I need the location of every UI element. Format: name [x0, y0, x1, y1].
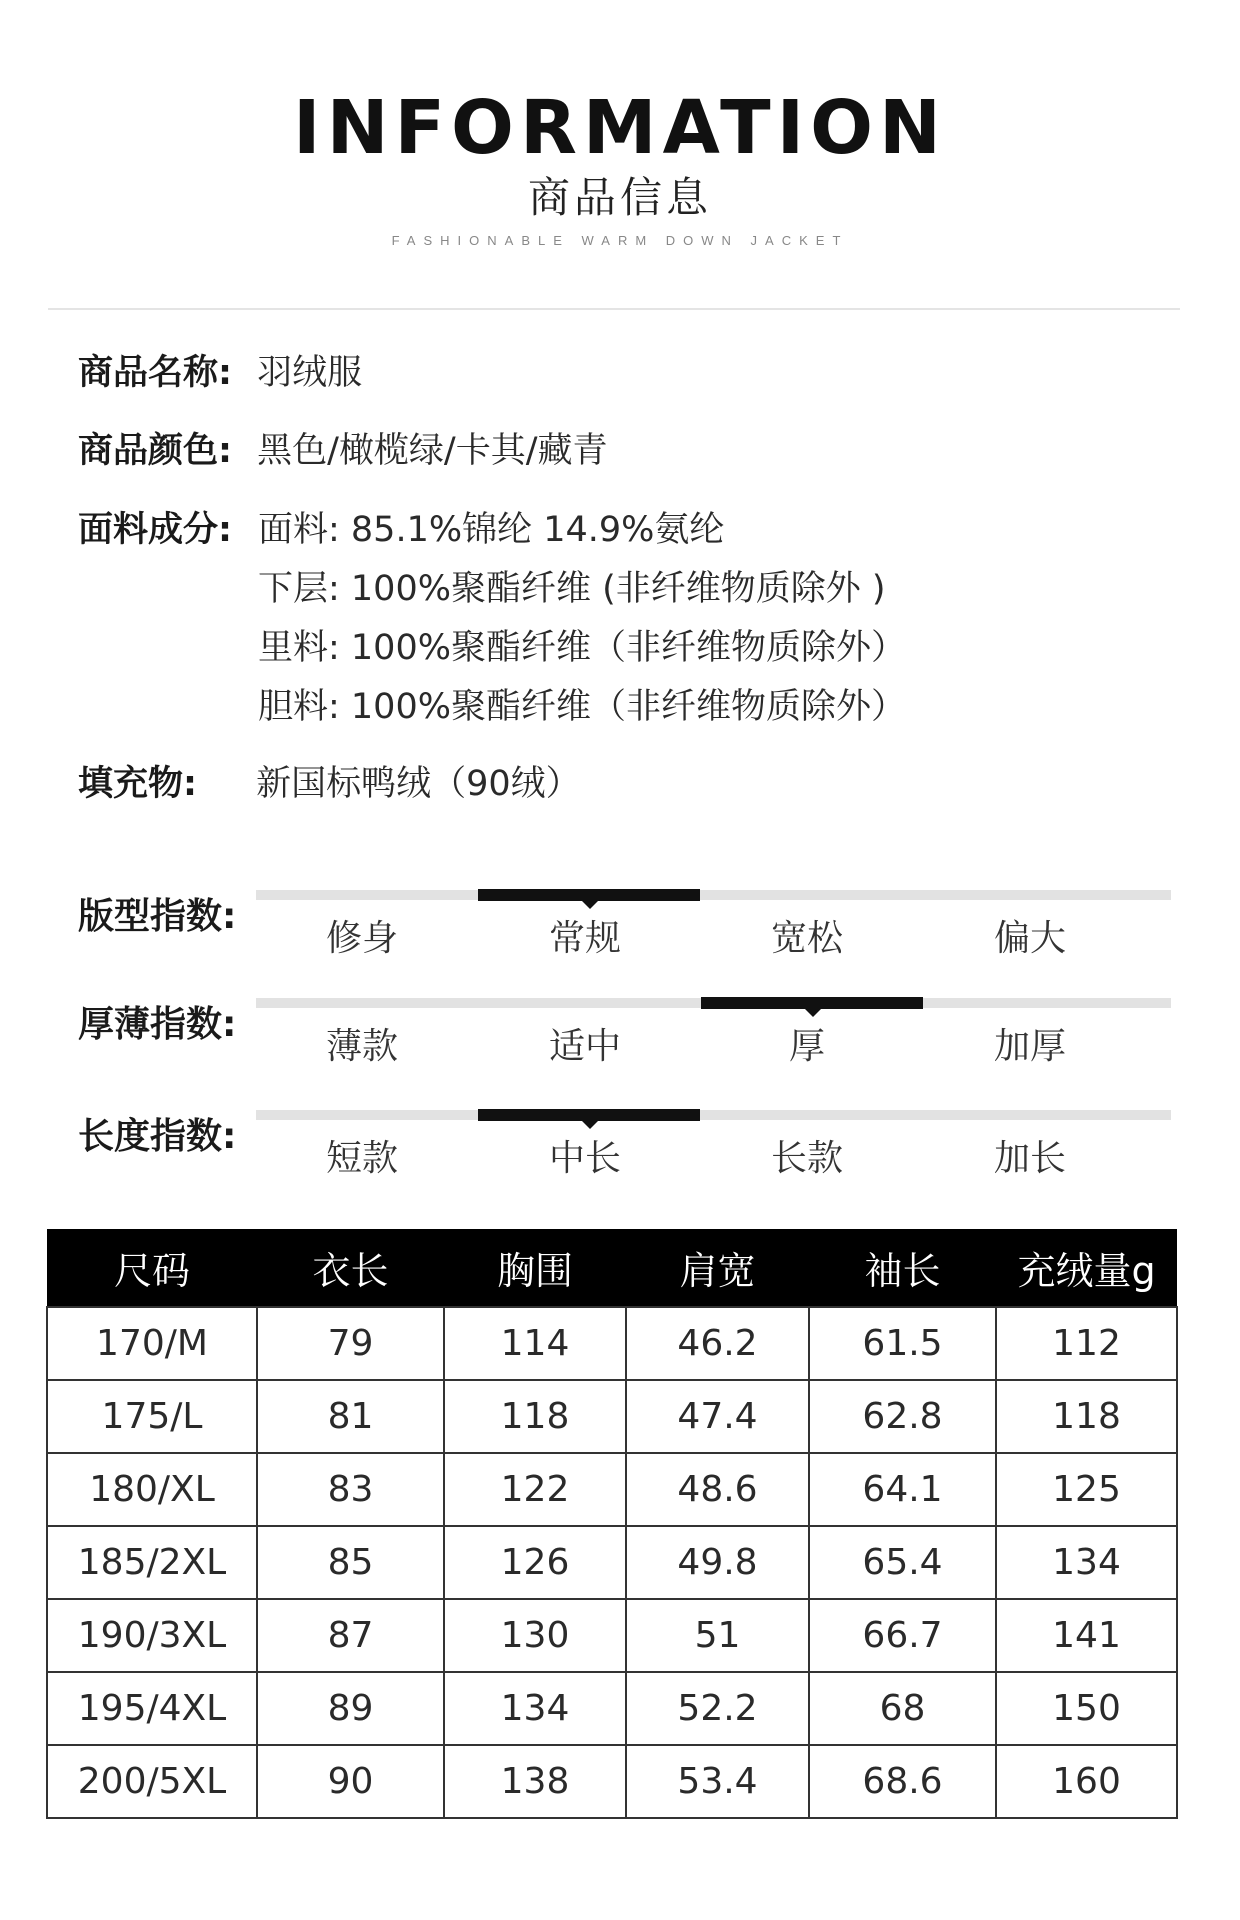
info-row-color: [78, 423, 608, 473]
size-table-header: [47, 1229, 1177, 1307]
header-cell: 袖长: [809, 1229, 996, 1307]
table-cell: 180/XL: [47, 1453, 257, 1526]
header-cell: 充绒量g: [996, 1229, 1177, 1307]
title-chinese: 商品信息: [527, 173, 712, 222]
table-cell: 195/4XL: [47, 1672, 257, 1745]
composition-line: 胆料: 100%聚酯纤维（非纤维物质除外）: [258, 687, 906, 727]
thickness-index-notch: [805, 1009, 821, 1017]
table-row: [47, 1526, 1177, 1599]
table-cell: 51: [626, 1599, 809, 1672]
length-option: 短款: [325, 1138, 398, 1179]
length-index-track: [256, 1110, 1171, 1120]
title-subtitle: FASHIONABLE WARM DOWN JACKET: [391, 233, 849, 248]
table-row: [47, 1453, 1177, 1526]
table-cell: 170/M: [47, 1307, 257, 1380]
table-row: [47, 1745, 1177, 1818]
table-cell: 53.4: [626, 1745, 809, 1818]
table-cell: 79: [257, 1307, 444, 1380]
table-cell: 81: [257, 1380, 444, 1453]
length-index-label: 长度指数:: [78, 1116, 237, 1157]
table-cell: 160: [996, 1745, 1177, 1818]
table-cell: 85: [257, 1526, 444, 1599]
table-cell: 66.7: [809, 1599, 996, 1672]
table-cell: 175/L: [47, 1380, 257, 1453]
table-cell: 90: [257, 1745, 444, 1818]
table-cell: 150: [996, 1672, 1177, 1745]
title-english: INFORMATION: [293, 85, 947, 171]
fit-index: [0, 880, 1240, 980]
thickness-index: [0, 988, 1240, 1088]
thickness-option: 厚: [788, 1026, 825, 1067]
table-cell: 64.1: [809, 1453, 996, 1526]
table-cell: 89: [257, 1672, 444, 1745]
length-option: 加长: [993, 1138, 1066, 1179]
fit-option: 常规: [548, 918, 621, 959]
table-cell: 125: [996, 1453, 1177, 1526]
table-cell: 134: [996, 1526, 1177, 1599]
table-cell: 87: [257, 1599, 444, 1672]
header-cell: 尺码: [47, 1229, 257, 1307]
table-cell: 68: [809, 1672, 996, 1745]
table-cell: 68.6: [809, 1745, 996, 1818]
thickness-option: 适中: [548, 1026, 621, 1067]
composition-line: 面料: 85.1%锦纶 14.9%氨纶: [258, 510, 725, 550]
table-cell: 126: [444, 1526, 626, 1599]
table-cell: 112: [996, 1307, 1177, 1380]
composition-line: 里料: 100%聚酯纤维（非纤维物质除外）: [258, 628, 906, 668]
length-index-notch: [582, 1121, 598, 1129]
composition-label: 面料成分:: [78, 510, 232, 550]
header-cell: 胸围: [444, 1229, 626, 1307]
size-table: [46, 1229, 1178, 1819]
header-cell: 衣长: [257, 1229, 444, 1307]
table-cell: 48.6: [626, 1453, 809, 1526]
length-index-marker: [478, 1109, 700, 1121]
table-row: [47, 1380, 1177, 1453]
fit-index-track: [256, 890, 1171, 900]
thickness-option: 薄款: [325, 1026, 398, 1067]
header-divider: [48, 308, 1180, 310]
header-cell: 肩宽: [626, 1229, 809, 1307]
fit-option: 偏大: [993, 918, 1066, 959]
composition-line: 下层: 100%聚酯纤维 (非纤维物质除外 ): [258, 569, 886, 609]
table-cell: 52.2: [626, 1672, 809, 1745]
fit-index-label: 版型指数:: [78, 896, 237, 937]
fit-index-marker: [478, 889, 700, 901]
fit-option: 修身: [325, 918, 398, 959]
table-cell: 65.4: [809, 1526, 996, 1599]
table-row: [47, 1307, 1177, 1380]
thickness-index-label: 厚薄指数:: [78, 1004, 237, 1045]
table-cell: 134: [444, 1672, 626, 1745]
table-row: [47, 1672, 1177, 1745]
table-cell: 83: [257, 1453, 444, 1526]
fit-option: 宽松: [770, 918, 843, 959]
filling-value: 新国标鸭绒（90绒）: [256, 764, 581, 804]
table-cell: 118: [444, 1380, 626, 1453]
table-cell: 190/3XL: [47, 1599, 257, 1672]
fit-index-notch: [582, 901, 598, 909]
table-cell: 114: [444, 1307, 626, 1380]
table-cell: 141: [996, 1599, 1177, 1672]
table-cell: 200/5XL: [47, 1745, 257, 1818]
table-cell: 62.8: [809, 1380, 996, 1453]
table-cell: 185/2XL: [47, 1526, 257, 1599]
table-cell: 46.2: [626, 1307, 809, 1380]
table-cell: 130: [444, 1599, 626, 1672]
color-label: 商品颜色:: [78, 431, 232, 471]
info-row-composition: [78, 502, 232, 552]
thickness-index-marker: [701, 997, 923, 1009]
info-row-filling: [78, 756, 581, 806]
length-index: [0, 1100, 1240, 1200]
table-row: [47, 1599, 1177, 1672]
thickness-option: 加厚: [993, 1026, 1066, 1067]
table-cell: 138: [444, 1745, 626, 1818]
table-cell: 122: [444, 1453, 626, 1526]
table-cell: 49.8: [626, 1526, 809, 1599]
name-value: 羽绒服: [257, 353, 363, 393]
length-option: 长款: [770, 1138, 843, 1179]
filling-label: 填充物:: [78, 764, 197, 804]
info-row-name: [78, 345, 362, 395]
page-header: [0, 0, 1240, 310]
table-cell: 118: [996, 1380, 1177, 1453]
table-cell: 47.4: [626, 1380, 809, 1453]
name-label: 商品名称:: [78, 353, 232, 393]
color-value: 黑色/橄榄绿/卡其/藏青: [257, 431, 608, 471]
table-cell: 61.5: [809, 1307, 996, 1380]
length-option: 中长: [548, 1138, 621, 1179]
